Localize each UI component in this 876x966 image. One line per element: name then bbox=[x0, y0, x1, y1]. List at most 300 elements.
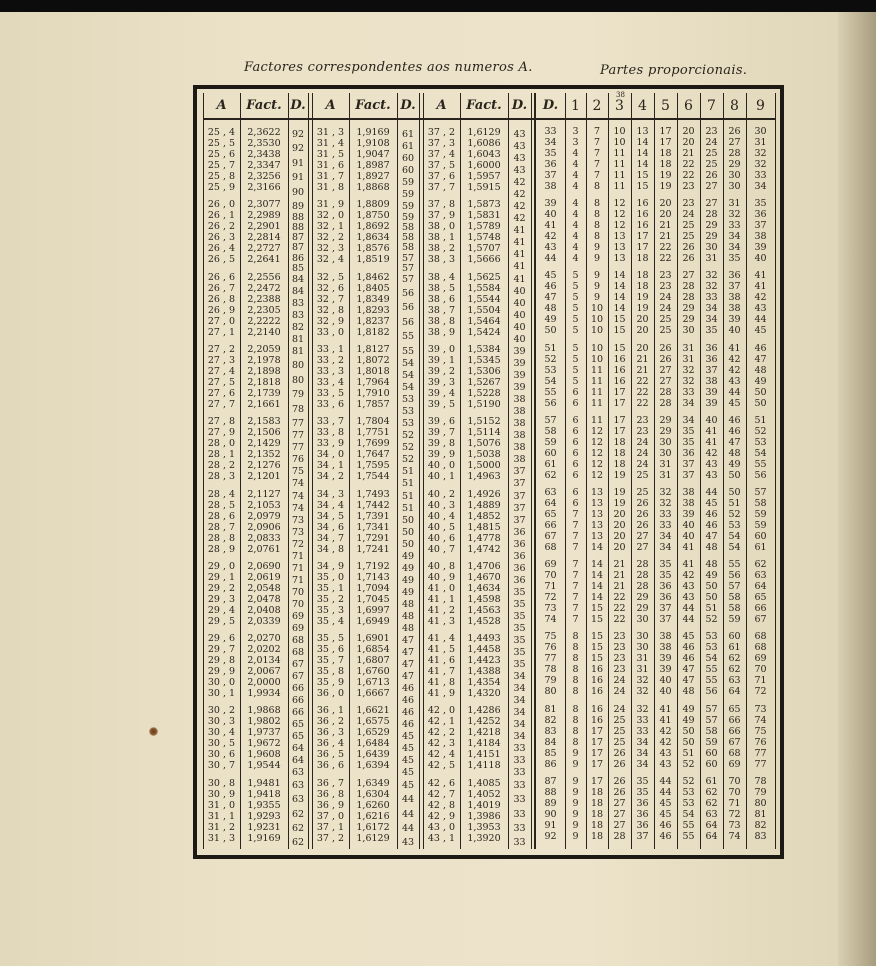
factor-value: 1,7751 bbox=[356, 427, 390, 439]
proportional-part: 20 bbox=[682, 126, 695, 137]
a-value: 37 , 6 bbox=[427, 171, 456, 182]
a-value: 33 , 0 bbox=[316, 326, 345, 338]
proportional-part: 44 bbox=[705, 487, 718, 498]
difference-value: 59 bbox=[401, 189, 415, 200]
proportional-part: 42 bbox=[728, 364, 741, 376]
proportional-part: 38 bbox=[682, 487, 695, 498]
proportional-part: 26 bbox=[636, 520, 649, 531]
proportional-part: 11 bbox=[590, 386, 604, 398]
proportional-part: 8 bbox=[593, 220, 601, 232]
proportional-part: 74 bbox=[728, 830, 741, 842]
difference-value: 38 bbox=[513, 430, 526, 442]
difference-row-label: 59 bbox=[544, 436, 557, 448]
factor-value: 1,6216 bbox=[356, 810, 390, 822]
proportional-part: 25 bbox=[705, 159, 718, 170]
a-value: 36 , 0 bbox=[316, 688, 345, 700]
factor-value: 1,5748 bbox=[467, 232, 501, 244]
factor-value: 1,7964 bbox=[356, 376, 390, 388]
proportional-part: 32 bbox=[659, 487, 672, 498]
factor-value: 1,5000 bbox=[467, 460, 501, 472]
proportional-part: 62 bbox=[754, 559, 767, 571]
factor-value: 1,5384 bbox=[467, 343, 501, 355]
proportional-part: 18 bbox=[613, 447, 626, 459]
factor-value: 1,8182 bbox=[356, 326, 390, 338]
proportional-part: 32 bbox=[705, 270, 718, 282]
factor-value: 2,3347 bbox=[247, 160, 281, 171]
proportional-part: 14 bbox=[613, 292, 626, 304]
difference-row-label: 33 bbox=[544, 126, 557, 137]
difference-row-label: 65 bbox=[544, 509, 557, 520]
proportional-part: 9 bbox=[572, 830, 579, 842]
factor-value: 1,7045 bbox=[356, 593, 390, 605]
factor-value: 1,9802 bbox=[247, 716, 281, 728]
proportional-part: 15 bbox=[590, 603, 604, 615]
factor-value: 1,6949 bbox=[356, 615, 390, 627]
factor-value: 1,6349 bbox=[356, 777, 390, 789]
factor-value: 1,4085 bbox=[467, 777, 501, 789]
proportional-part: 41 bbox=[682, 542, 695, 553]
proportional-part: 22 bbox=[613, 614, 626, 626]
proportional-part: 9 bbox=[572, 786, 579, 798]
proportional-part: 38 bbox=[728, 292, 741, 304]
factor-value: 2,1583 bbox=[247, 416, 281, 428]
proportional-part: 43 bbox=[682, 592, 695, 604]
proportional-part: 46 bbox=[754, 342, 767, 354]
factor-value: 1,4423 bbox=[467, 655, 501, 667]
proportional-part: 11 bbox=[590, 397, 604, 409]
difference-row-label: 49 bbox=[544, 314, 557, 326]
difference-row-label: 56 bbox=[544, 397, 557, 409]
factor-value: 1,8987 bbox=[356, 160, 390, 171]
factor-value: 1,4598 bbox=[467, 593, 501, 605]
proportional-part: 8 bbox=[572, 725, 579, 737]
factor-value: 1,4320 bbox=[467, 688, 501, 700]
proportional-part: 56 bbox=[754, 469, 767, 481]
a-value: 36 , 2 bbox=[316, 716, 345, 728]
difference-value: 50 bbox=[401, 526, 415, 538]
difference-value: 64 bbox=[291, 755, 305, 767]
col-header-fact: Fact. bbox=[355, 98, 391, 113]
difference-row-label: 50 bbox=[544, 325, 557, 337]
proportional-part: 70 bbox=[754, 664, 767, 676]
proportional-part: 6 bbox=[572, 458, 579, 470]
proportional-part: 64 bbox=[705, 830, 718, 842]
factor-value: 1,6621 bbox=[356, 705, 390, 717]
proportional-part: 45 bbox=[705, 498, 718, 509]
factor-value: 1,4670 bbox=[467, 571, 501, 583]
proportional-part: 55 bbox=[682, 819, 695, 831]
difference-row-label: 43 bbox=[544, 242, 557, 254]
proportional-part: 14 bbox=[613, 303, 626, 315]
difference-value: 33 bbox=[513, 837, 526, 849]
a-value: 33 , 2 bbox=[316, 354, 345, 366]
proportional-part: 49 bbox=[705, 570, 718, 582]
a-value: 26 , 1 bbox=[207, 210, 236, 222]
proportional-part: 37 bbox=[728, 281, 741, 293]
a-value: 38 , 9 bbox=[427, 326, 456, 338]
proportional-part: 31 bbox=[659, 458, 672, 470]
proportional-part: 46 bbox=[682, 642, 695, 654]
factor-value: 1,6043 bbox=[467, 149, 501, 160]
proportional-part: 60 bbox=[754, 531, 767, 542]
difference-row-label: 61 bbox=[544, 458, 557, 470]
proportional-part: 36 bbox=[659, 592, 672, 604]
factor-value: 2,0761 bbox=[247, 543, 281, 555]
proportional-part: 9 bbox=[593, 292, 601, 304]
a-value: 38 , 3 bbox=[427, 254, 456, 266]
proportional-part: 46 bbox=[705, 509, 718, 520]
proportional-part: 59 bbox=[728, 614, 741, 626]
a-value: 36 , 1 bbox=[316, 705, 345, 717]
a-value: 34 , 8 bbox=[316, 543, 345, 555]
factor-value: 1,4889 bbox=[467, 499, 501, 511]
proportional-part: 17 bbox=[590, 725, 604, 737]
proportional-part: 5 bbox=[572, 314, 579, 326]
col-header-a: A bbox=[325, 98, 336, 113]
difference-value: 45 bbox=[401, 767, 415, 779]
difference-row-label: 87 bbox=[544, 775, 557, 787]
proportional-part: 15 bbox=[590, 642, 604, 654]
proportional-part: 21 bbox=[659, 231, 672, 243]
factor-value: 1,6760 bbox=[356, 666, 390, 678]
proportional-part: 47 bbox=[682, 675, 695, 687]
difference-value: 73 bbox=[291, 514, 305, 526]
a-value: 41 , 6 bbox=[427, 655, 456, 667]
proportional-part: 45 bbox=[659, 808, 672, 820]
proportional-part: 33 bbox=[728, 220, 741, 232]
col-header-digit: 3 bbox=[615, 98, 624, 114]
proportional-part: 59 bbox=[754, 520, 767, 531]
difference-value: 43 bbox=[401, 837, 415, 849]
factor-value: 1,7442 bbox=[356, 499, 390, 511]
proportional-part: 49 bbox=[728, 458, 741, 470]
proportional-part: 12 bbox=[613, 220, 626, 232]
factor-value: 1,5152 bbox=[467, 416, 501, 428]
a-value: 34 , 6 bbox=[316, 521, 345, 533]
a-value: 31 , 3 bbox=[316, 127, 345, 138]
factor-value: 1,4218 bbox=[467, 727, 501, 739]
proportional-part: 9 bbox=[572, 747, 579, 759]
proportional-part: 8 bbox=[572, 664, 579, 676]
difference-value: 61 bbox=[401, 129, 415, 140]
proportional-part: 61 bbox=[728, 642, 741, 654]
factor-value: 2,0906 bbox=[247, 521, 281, 533]
proportional-part: 50 bbox=[728, 469, 741, 481]
a-value: 40 , 3 bbox=[427, 499, 456, 511]
proportional-part: 34 bbox=[682, 414, 695, 426]
proportional-part: 33 bbox=[754, 170, 767, 181]
a-value: 27 , 4 bbox=[207, 365, 236, 377]
difference-value: 60 bbox=[401, 165, 415, 176]
factor-value: 1,8018 bbox=[356, 365, 390, 377]
right-running-header: Partes proporcionais. bbox=[600, 63, 748, 78]
proportional-part: 44 bbox=[659, 775, 672, 787]
proportional-part: 13 bbox=[590, 520, 604, 531]
proportional-part: 43 bbox=[705, 469, 718, 481]
proportional-part: 45 bbox=[728, 397, 741, 409]
difference-value: 50 bbox=[401, 514, 415, 526]
a-value: 42 , 1 bbox=[427, 716, 456, 728]
proportional-part: 21 bbox=[613, 581, 626, 593]
proportional-part: 12 bbox=[590, 469, 604, 481]
col-header-digit: 8 bbox=[730, 98, 739, 114]
difference-value: 49 bbox=[401, 550, 415, 562]
proportional-part: 41 bbox=[754, 270, 767, 282]
proportional-part: 9 bbox=[572, 758, 579, 770]
proportional-part: 62 bbox=[705, 797, 718, 809]
difference-value: 78 bbox=[291, 403, 305, 415]
difference-value: 82 bbox=[291, 321, 305, 333]
proportional-part: 26 bbox=[636, 498, 649, 509]
a-value: 26 , 0 bbox=[207, 199, 236, 211]
a-value: 43 , 0 bbox=[427, 821, 456, 833]
proportional-part: 5 bbox=[572, 292, 579, 304]
a-value: 38 , 4 bbox=[427, 271, 456, 283]
proportional-part: 58 bbox=[705, 725, 718, 737]
factor-value: 1,5666 bbox=[467, 254, 501, 266]
difference-value: 77 bbox=[291, 418, 305, 430]
factor-value: 1,9418 bbox=[247, 788, 281, 800]
proportional-part: 55 bbox=[682, 830, 695, 842]
factor-value: 1,5584 bbox=[467, 282, 501, 294]
factor-value: 2,2641 bbox=[247, 254, 281, 266]
a-value: 33 , 3 bbox=[316, 365, 345, 377]
proportional-part: 63 bbox=[754, 570, 767, 582]
proportional-part: 17 bbox=[659, 137, 672, 148]
factor-value: 1,7857 bbox=[356, 398, 390, 410]
proportional-part: 21 bbox=[682, 148, 695, 159]
proportional-part: 69 bbox=[754, 653, 767, 665]
proportional-part: 34 bbox=[705, 303, 718, 315]
factor-value: 1,4354 bbox=[467, 677, 501, 689]
a-value: 38 , 6 bbox=[427, 293, 456, 305]
factor-value: 1,3953 bbox=[467, 821, 501, 833]
proportional-part: 7 bbox=[572, 570, 579, 582]
proportional-part: 30 bbox=[728, 181, 741, 192]
difference-row-label: 36 bbox=[544, 159, 557, 170]
a-value: 39 , 0 bbox=[427, 343, 456, 355]
a-value: 28 , 8 bbox=[207, 532, 236, 544]
proportional-part: 6 bbox=[572, 414, 579, 426]
difference-value: 60 bbox=[401, 153, 415, 164]
proportional-part: 17 bbox=[613, 386, 626, 398]
difference-value: 92 bbox=[291, 129, 305, 140]
proportional-part: 41 bbox=[682, 559, 695, 571]
factor-value: 1,8750 bbox=[356, 210, 390, 222]
proportional-part: 33 bbox=[659, 509, 672, 520]
difference-value: 36 bbox=[513, 550, 526, 562]
difference-value: 38 bbox=[513, 405, 526, 417]
difference-value: 39 bbox=[513, 369, 526, 381]
a-value: 29 , 3 bbox=[207, 593, 236, 605]
proportional-part: 43 bbox=[705, 458, 718, 470]
difference-value: 35 bbox=[513, 622, 526, 634]
proportional-part: 39 bbox=[682, 509, 695, 520]
a-value: 29 , 4 bbox=[207, 604, 236, 616]
difference-row-label: 52 bbox=[544, 353, 557, 365]
proportional-part: 27 bbox=[705, 198, 718, 210]
difference-value: 45 bbox=[401, 731, 415, 743]
a-value: 35 , 0 bbox=[316, 571, 345, 583]
factor-value: 1,6000 bbox=[467, 160, 501, 171]
difference-row-label: 47 bbox=[544, 292, 557, 304]
difference-value: 44 bbox=[401, 794, 415, 806]
a-value: 34 , 2 bbox=[316, 471, 345, 483]
proportional-part: 24 bbox=[636, 436, 649, 448]
col-header-digit: 7 bbox=[707, 98, 716, 114]
difference-value: 40 bbox=[513, 309, 526, 321]
a-value: 36 , 4 bbox=[316, 738, 345, 750]
difference-value: 51 bbox=[401, 478, 415, 490]
proportional-part: 7 bbox=[593, 148, 601, 159]
proportional-part: 17 bbox=[590, 758, 604, 770]
a-value: 41 , 4 bbox=[427, 633, 456, 645]
proportional-part: 20 bbox=[682, 137, 695, 148]
proportional-part: 52 bbox=[728, 509, 741, 520]
proportional-part: 29 bbox=[636, 592, 649, 604]
factor-value: 1,6129 bbox=[467, 127, 501, 138]
difference-value: 62 bbox=[291, 822, 305, 834]
factor-value: 2,1739 bbox=[247, 387, 281, 399]
proportional-part: 66 bbox=[728, 725, 741, 737]
difference-value: 51 bbox=[401, 502, 415, 514]
factor-value: 2,1898 bbox=[247, 365, 281, 377]
proportional-part: 24 bbox=[613, 686, 626, 698]
proportional-part: 35 bbox=[636, 775, 649, 787]
difference-value: 41 bbox=[513, 261, 526, 273]
col-header-d: D. bbox=[400, 98, 416, 113]
a-value: 25 , 8 bbox=[207, 171, 236, 182]
factor-value: 1,7699 bbox=[356, 438, 390, 450]
factor-value: 1,8809 bbox=[356, 199, 390, 211]
difference-row-label: 60 bbox=[544, 447, 557, 459]
proportional-part: 7 bbox=[593, 170, 601, 181]
proportional-part: 64 bbox=[754, 581, 767, 593]
difference-value: 56 bbox=[401, 288, 415, 299]
a-value: 37 , 8 bbox=[427, 199, 456, 211]
factor-value: 1,9868 bbox=[247, 705, 281, 717]
proportional-part: 77 bbox=[754, 747, 767, 759]
difference-value: 36 bbox=[513, 562, 526, 574]
factor-value: 1,7804 bbox=[356, 416, 390, 428]
proportional-part: 7 bbox=[572, 559, 579, 571]
difference-value: 34 bbox=[513, 683, 526, 695]
proportional-part: 16 bbox=[590, 675, 604, 687]
factor-value: 1,5544 bbox=[467, 293, 501, 305]
proportional-part: 4 bbox=[572, 170, 579, 181]
proportional-part: 20 bbox=[613, 531, 626, 542]
a-value: 35 , 4 bbox=[316, 615, 345, 627]
proportional-part: 25 bbox=[636, 469, 649, 481]
a-value: 37 , 9 bbox=[427, 210, 456, 222]
difference-value: 37 bbox=[513, 502, 526, 514]
proportional-part: 9 bbox=[593, 242, 601, 254]
difference-row-label: 38 bbox=[544, 181, 557, 192]
difference-value: 42 bbox=[513, 189, 526, 200]
proportional-part: 41 bbox=[659, 703, 672, 715]
difference-value: 75 bbox=[291, 466, 305, 478]
factor-value: 1,8868 bbox=[356, 182, 390, 193]
proportional-part: 29 bbox=[728, 159, 741, 170]
factor-value: 2,0690 bbox=[247, 560, 281, 572]
proportional-part: 29 bbox=[705, 231, 718, 243]
factor-value: 1,4706 bbox=[467, 560, 501, 572]
factor-value: 1,5873 bbox=[467, 199, 501, 211]
proportional-part: 18 bbox=[590, 786, 604, 798]
a-value: 37 , 0 bbox=[316, 810, 345, 822]
proportional-part: 7 bbox=[572, 531, 579, 542]
proportional-part: 50 bbox=[754, 397, 767, 409]
proportional-part: 20 bbox=[659, 198, 672, 210]
difference-row-label: 53 bbox=[544, 364, 557, 376]
proportional-part: 5 bbox=[572, 342, 579, 354]
a-value: 32 , 1 bbox=[316, 221, 345, 233]
a-value: 42 , 6 bbox=[427, 777, 456, 789]
a-value: 31 , 3 bbox=[207, 832, 236, 844]
col-header-digit: 1 bbox=[571, 98, 580, 114]
factor-value: 1,7910 bbox=[356, 387, 390, 399]
difference-value: 72 bbox=[291, 538, 305, 550]
a-value: 30 , 1 bbox=[207, 688, 236, 700]
factor-value: 2,2222 bbox=[247, 315, 281, 327]
factor-value: 1,9169 bbox=[356, 127, 390, 138]
proportional-part: 10 bbox=[613, 126, 626, 137]
proportional-part: 8 bbox=[572, 675, 579, 687]
a-value: 34 , 5 bbox=[316, 510, 345, 522]
difference-value: 37 bbox=[513, 490, 526, 502]
factor-value: 1,9737 bbox=[247, 727, 281, 739]
difference-value: 53 bbox=[401, 418, 415, 430]
proportional-part: 19 bbox=[636, 303, 649, 315]
proportional-part: 8 bbox=[572, 642, 579, 654]
difference-row-label: 54 bbox=[544, 375, 557, 387]
a-value: 29 , 5 bbox=[207, 615, 236, 627]
proportional-part: 38 bbox=[682, 498, 695, 509]
factor-value: 2,1352 bbox=[247, 449, 281, 461]
factor-value: 1,6854 bbox=[356, 644, 390, 656]
mark-over-3: 38 bbox=[616, 91, 625, 99]
proportional-part: 18 bbox=[590, 819, 604, 831]
proportional-part: 38 bbox=[659, 631, 672, 643]
proportional-part: 43 bbox=[659, 758, 672, 770]
proportional-part: 4 bbox=[572, 198, 579, 210]
difference-value: 74 bbox=[291, 502, 305, 514]
col-header-digit: 2 bbox=[592, 98, 602, 114]
a-value: 36 , 3 bbox=[316, 727, 345, 739]
proportional-part: 44 bbox=[659, 786, 672, 798]
difference-value: 52 bbox=[401, 430, 415, 442]
proportional-part: 57 bbox=[705, 703, 718, 715]
proportional-part: 23 bbox=[613, 653, 626, 665]
factor-value: 1,8576 bbox=[356, 243, 390, 255]
factor-value: 2,2472 bbox=[247, 282, 281, 294]
proportional-part: 31 bbox=[705, 253, 718, 265]
proportional-part: 30 bbox=[636, 631, 649, 643]
difference-value: 74 bbox=[291, 490, 305, 502]
proportional-part: 53 bbox=[705, 631, 718, 643]
difference-value: 39 bbox=[513, 357, 526, 369]
factor-value: 1,8405 bbox=[356, 282, 390, 294]
factor-value: 1,8237 bbox=[356, 315, 390, 327]
proportional-part: 14 bbox=[590, 570, 604, 582]
difference-row-label: 78 bbox=[544, 664, 557, 676]
factor-value: 2,0478 bbox=[247, 593, 281, 605]
difference-row-label: 67 bbox=[544, 531, 557, 542]
factor-value: 1,4815 bbox=[467, 521, 501, 533]
difference-value: 49 bbox=[401, 586, 415, 598]
factor-value: 1,5464 bbox=[467, 315, 501, 327]
proportional-part: 25 bbox=[659, 325, 672, 337]
